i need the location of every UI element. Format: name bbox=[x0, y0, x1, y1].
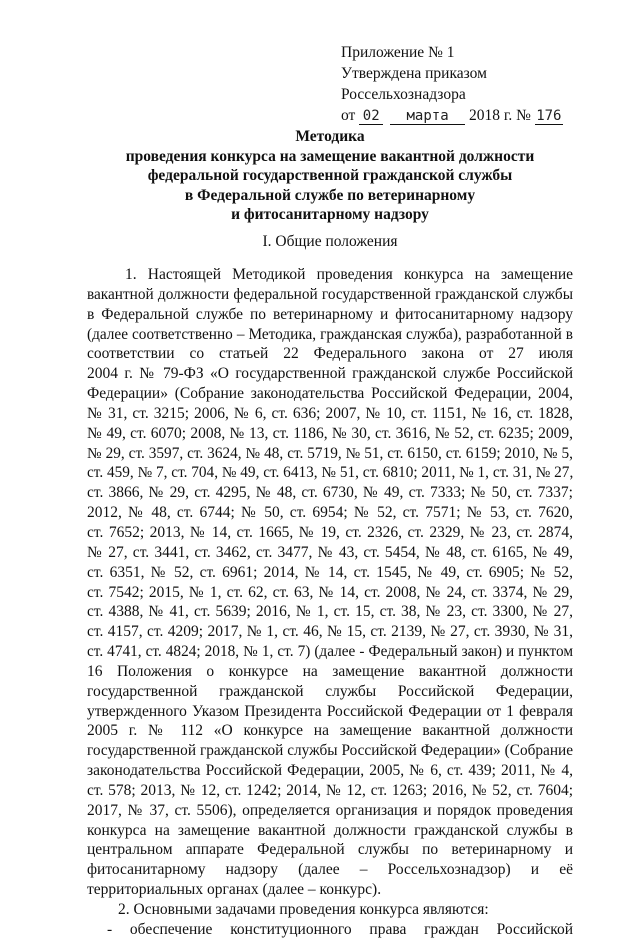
order-month: марта bbox=[390, 109, 465, 125]
body-line: № 31, ст. 3215; 2006, № 6, ст. 636; 2007, № 10, ст. 1151, № 16, ст. 1828, bbox=[87, 404, 573, 422]
appendix-number: Приложение № 1 bbox=[341, 44, 455, 61]
body-line: 16 Положения о конкурсе на замещение вакантной должности bbox=[87, 662, 573, 680]
body-line: государственной гражданской службы Российской Федерации, bbox=[87, 682, 573, 700]
body-line: 2012, № 48, ст. 6744; № 50, ст. 6954; № 52, ст. 7571; № 53, ст. 7620, bbox=[87, 504, 573, 522]
order-date-line bbox=[341, 105, 563, 126]
body-line: ст. 3866, № 29, ст. 4295, № 48, ст. 6730, № 49, ст. 7333; № 50, ст. 7337; bbox=[87, 484, 573, 502]
body-line: - обеспечение конституционного права граждан Российской bbox=[107, 920, 573, 938]
body-line: ст. 4741, ст. 4824; 2018, № 1, ст. 7) (далее - Федеральный закон) и пунктом bbox=[87, 643, 573, 661]
body-line: № 49, ст. 6070; 2008, № 13, ст. 1186, № 30, ст. 3616, № 52, ст. 6235; 2009, bbox=[87, 424, 573, 442]
approval-note: Утверждена приказом bbox=[341, 65, 487, 82]
body-line: ст. 578; 2013, № 12, ст. 1242; 2014, № 12, ст. 1263; 2016, № 52, ст. 7604; bbox=[87, 781, 573, 799]
body-line: Федерации» (Собрание законодательства Российской Федерации, 2004, bbox=[87, 385, 573, 403]
body-line: ст. 459, № 7, ст. 704, № 49, ст. 6413, № 51, ст. 6810; 2011, № 1, ст. 31, № 27, bbox=[87, 464, 574, 482]
body-line: 2017, № 37, ст. 5506), определяется организация и порядок проведения bbox=[87, 801, 573, 819]
body-line: фитосанитарному надзору (далее – Россельхознадзор) и её bbox=[87, 861, 573, 879]
body-line: территориальных органах (далее – конкурс). bbox=[87, 881, 382, 899]
agency-name: Россельхознадзора bbox=[341, 86, 466, 103]
title-line: Методика bbox=[295, 128, 365, 145]
body-line: 2. Основными задачами проведения конкурса являются: bbox=[118, 901, 489, 918]
date-prefix: от bbox=[341, 107, 356, 124]
body-line: ст. 4388, № 41, ст. 5639; 2016, № 1, ст. 15, ст. 38, № 23, ст. 3300, № 27, bbox=[87, 603, 573, 621]
body-line: 1. Настоящей Методикой проведения конкурса на замещение bbox=[125, 266, 573, 283]
body-line: в Федеральной службе по ветеринарному и фитосанитарному надзору bbox=[87, 305, 573, 323]
body-line: ст. 4157, ст. 4209; 2017, № 1, ст. 46, № 15, ст. 2139, № 27, ст. 3930, № 31, bbox=[87, 623, 573, 641]
body-line: конкурса на замещение вакантной должности гражданской службы в bbox=[87, 821, 573, 839]
body-line: ст. 6351, № 52, ст. 6961; 2014, № 14, ст. 1545, № 49, ст. 6905; № 52, bbox=[87, 563, 573, 581]
document-title bbox=[80, 127, 580, 225]
body-line: ст. 7542; 2015, № 1, ст. 62, ст. 63, № 14, ст. 2008, № 24, ст. 3374, № 29, bbox=[87, 583, 573, 601]
body-line: соответствии со статьей 22 Федерального закона от 27 июля bbox=[87, 345, 573, 363]
body-line: государственной гражданской службы Российской Федерации» (Собрание bbox=[87, 742, 573, 760]
title-line: в Федеральной службе по ветеринарному bbox=[184, 186, 476, 204]
body-line: законодательства Российской Федерации, 2005, № 6, ст. 439; 2011, № 4, bbox=[87, 762, 573, 780]
body-line: (далее соответственно – Методика, гражданская служба), разработанной в bbox=[87, 325, 573, 343]
body-line: № 27, ст. 3441, ст. 3462, ст. 3477, № 43, ст. 5454, № 48, ст. 6165, № 49, bbox=[87, 543, 573, 561]
appendix-header bbox=[341, 42, 563, 126]
body-line: № 29, ст. 3597, ст. 3624, № 48, ст. 5719, № 51, ст. 6150, ст. 6159; 2010, № 5, bbox=[87, 444, 573, 462]
body-line: ст. 7652; 2013, № 14, ст. 1665, № 19, ст. 2326, ст. 2329, № 23, ст. 2874, bbox=[87, 523, 573, 541]
title-line: федеральной государственной гражданской службы bbox=[147, 167, 513, 184]
section-heading: I. Общие положения bbox=[262, 233, 398, 250]
body-line: 2005 г. № 112 «О конкурсе на замещение вакантной должности bbox=[87, 722, 573, 740]
order-number: 176 bbox=[536, 108, 562, 124]
body-line: утвержденного Указом Президента Российской Федерации от 1 февраля bbox=[87, 702, 573, 720]
body-line: 2004 г. № 79-ФЗ «О государственной гражданской службе Российской bbox=[87, 365, 573, 383]
order-year: 2018 г. № bbox=[468, 107, 531, 124]
body-text bbox=[87, 265, 573, 940]
title-line: и фитосанитарному надзору bbox=[231, 206, 429, 223]
order-day: 02 bbox=[359, 109, 383, 125]
title-line: проведения конкурса на замещение вакантной должности bbox=[125, 147, 535, 165]
body-line: центральном аппарате Федеральной службы по ветеринарному и bbox=[87, 841, 573, 859]
body-line: вакантной должности федеральной государственной гражданской службы bbox=[87, 285, 573, 303]
